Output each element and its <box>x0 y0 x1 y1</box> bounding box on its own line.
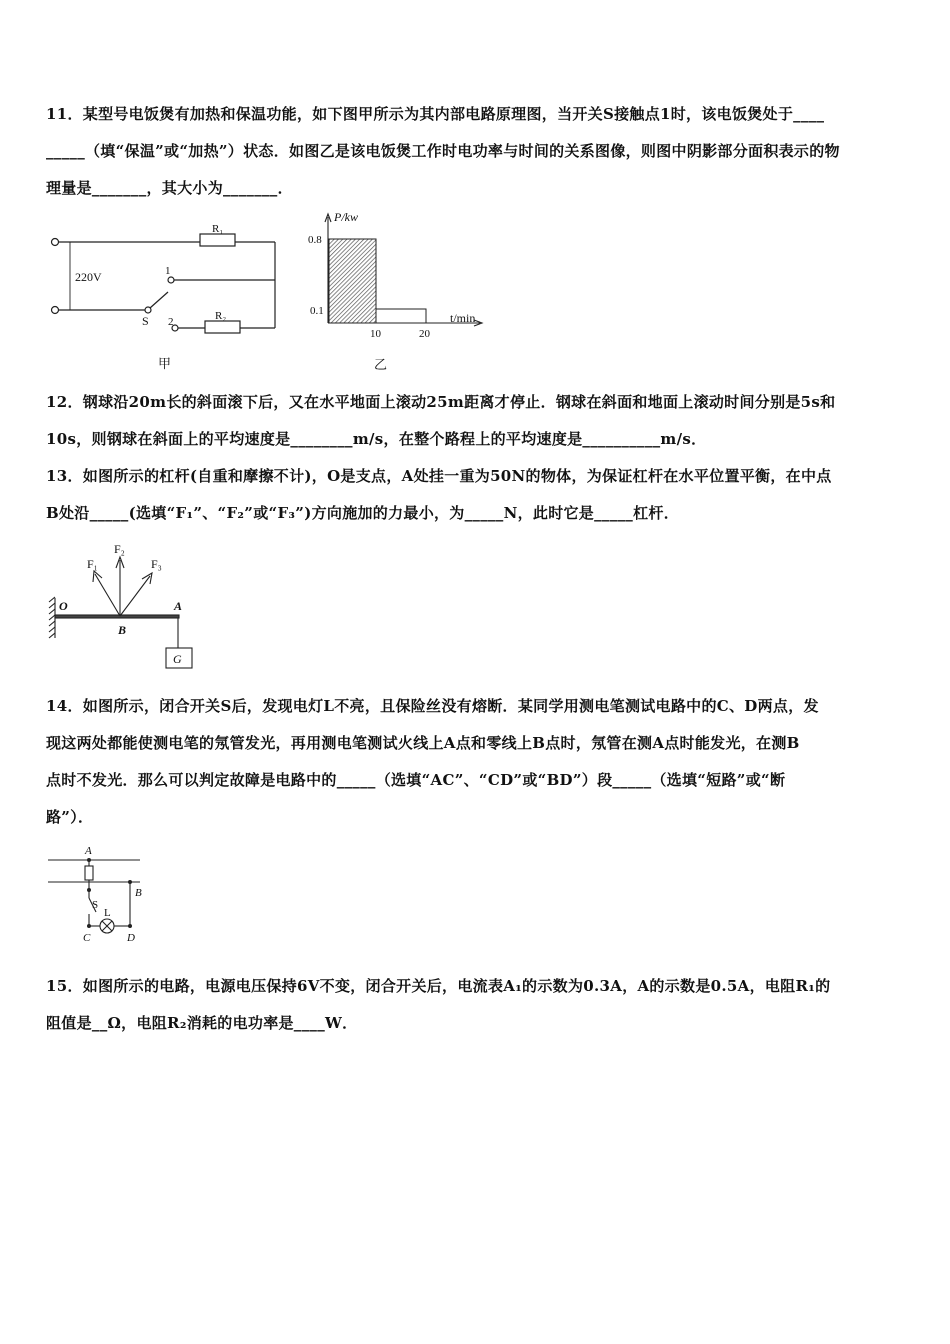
question-12 <box>46 384 908 458</box>
q11-line-3: 理量是_______，其大小为_______． <box>46 179 293 197</box>
point-a-label: A <box>85 845 92 857</box>
figure-jia-caption: 甲 <box>158 356 172 371</box>
q14-line-3: 点时不发光．那么可以判定故障是电路中的_____（选填“AC”、“CD”或“BD”）段_____（选填“短路”或“断 <box>46 771 786 789</box>
shaded-area <box>329 239 376 323</box>
question-15 <box>46 968 908 1042</box>
y-tick-0-8: 0.8 <box>308 234 322 246</box>
point-b-label: B <box>135 887 142 899</box>
point-b-label: B <box>118 623 127 637</box>
r1-label: R₁ <box>212 223 224 235</box>
r2-label: R₂ <box>215 310 227 322</box>
point-c-label: C <box>83 932 91 944</box>
q13-line-1: 13．如图所示的杠杆(自重和摩擦不计)，O是支点，A处挂一重为50N的物体，为保证杠杆在水平位置平衡，在中点 <box>46 467 832 485</box>
q14-household-circuit <box>40 838 160 950</box>
point-a-label: A <box>174 599 183 613</box>
q13-lever-diagram <box>40 540 210 675</box>
question-11 <box>46 96 908 207</box>
q15-line-2: 阻值是__Ω，电阻R₂消耗的电功率是____W． <box>46 1014 358 1032</box>
q11-power-time-graph <box>300 205 500 375</box>
q14-line-4: 路”）． <box>46 808 94 826</box>
x-axis-label: t/min <box>450 311 476 325</box>
voltage-label: 220V <box>75 270 102 284</box>
x-tick-20: 20 <box>419 328 430 340</box>
contact-1-label: 1 <box>165 265 171 277</box>
question-14 <box>46 688 908 836</box>
contact-2-label: 2 <box>168 316 174 328</box>
q14-line-1: 14．如图所示，闭合开关S后，发现电灯L不亮，且保险丝没有熔断．某同学用测电笔测试电路中的C、D两点，发 <box>46 697 819 715</box>
q12-line-1: 12．钢球沿20m长的斜面滚下后，又在水平地面上滚动25m距离才停止．钢球在斜面和地面上滚动时间分别是5s和 <box>46 393 836 411</box>
question-13 <box>46 458 908 532</box>
figure-yi-caption: 乙 <box>374 357 388 372</box>
lamp-l-label: L <box>104 907 111 919</box>
force-f1-label: F₁ <box>87 557 98 571</box>
switch-s-label: S <box>92 899 99 911</box>
point-d-label: D <box>127 932 135 944</box>
pivot-o-label: O <box>59 599 68 613</box>
q11-line-1: 11．某型号电饭煲有加热和保温功能，如下图甲所示为其内部电路原理图，当开关S接触点1时，该电饭煲处于____ <box>46 105 825 123</box>
x-tick-10: 10 <box>370 328 381 340</box>
q14-line-2: 现这两处都能使测电笔的氖管发光，再用测电笔测试火线上A点和零线上B点时，氖管在测A点时能发光，在测B <box>46 734 800 752</box>
q15-line-1: 15．如图所示的电路，电源电压保持6V不变，闭合开关后，电流表A₁的示数为0.3A，A的示数是0.5A，电阻R₁的 <box>46 977 831 995</box>
force-f2-label: F₂ <box>114 542 125 556</box>
q12-line-2: 10s，则钢球在斜面上的平均速度是________m/s，在整个路程上的平均速度是__________m/s． <box>46 430 707 448</box>
q13-line-2: B处沿_____(选填“F₁”、“F₂”或“F₃”)方向施加的力最小，为_____N，此时它是_____杠杆． <box>46 504 680 522</box>
weight-g-label: G <box>173 652 182 666</box>
q11-circuit-diagram <box>40 222 290 382</box>
switch-label: S <box>142 314 149 328</box>
q11-line-2: _____（填“保温”或“加热”）状态．如图乙是该电饭煲工作时电功率与时间的关系图像，则图中阴影部分面积表示的物 <box>46 142 840 160</box>
force-f3-label: F₃ <box>151 557 162 571</box>
y-tick-0-1: 0.1 <box>310 305 324 317</box>
y-axis-label: P/kw <box>334 210 358 224</box>
